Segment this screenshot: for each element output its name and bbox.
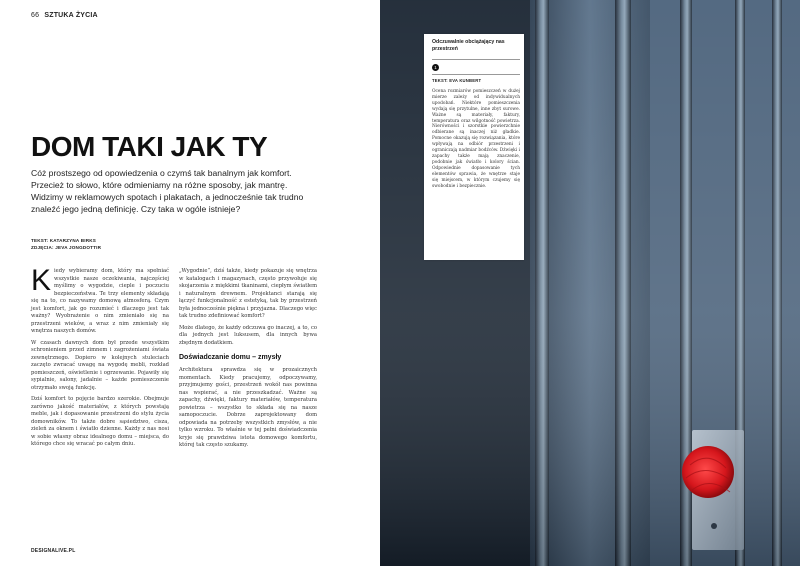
sidebar-title: Odczuwalnie obciążający nas przestrzeń	[432, 39, 505, 52]
divider	[432, 59, 520, 60]
page-footer: DESIGNALIVE.PL	[31, 548, 76, 554]
body-paragraph: Może dlatego, że każdy odczuwa go inaczej, a to, co dla jednych jest luksusem, dla innych bywa zbędnym dodatkiem.	[179, 324, 317, 346]
photo-credit: ZDJĘCIA: JEVA JONGDOTTIR	[31, 245, 102, 250]
body-column-1	[31, 264, 169, 453]
body-column-2	[179, 268, 317, 454]
article-lead: Cóż prostszego od opowiedzenia o czymś tak banalnym jak komfort. Przecież to słowo, które odmieniamy na różne sposoby, jak mantrę. Widzimy w reklamowych spotach i plakatach, a jednocześnie tak trudno znaleźć jego jedną definicję. Czy taka w ogóle istnieje?	[31, 168, 304, 214]
sidebar-author: TEKST: EVA KUNBERT	[432, 78, 482, 83]
divider	[432, 74, 520, 75]
body-paragraph: „Wygodnie”, dziś także, kiedy pokazuje się wnętrza w katalogach i magazynach, często przywołuje się skojarzenia z miękkimi tkaninami, ciepłym światłem i naturalnym drewnem. Projektanci starają się łączyć funkcjonalność z estetyką, tak by przestrzeń była jednocześnie piękna i przyjazna. Dlaczego więc tak trudno zdefiniować komfort?	[179, 268, 317, 319]
drop-cap: K	[31, 264, 52, 297]
body-paragraph: W czasach dawnych dom był przede wszystkim schronieniem przed zimnem i zagrożeniami świata zewnętrznego. Dopiero w kolejnych stuleciach zaczęto zwracać uwagę na wygodę mebli, rozkład pomieszczeń, oświetlenie i ogrzewanie. Pojawiły się sypialnie, salony, jadalnie – każde pomieszczenie otrzymało swoją funkcję.	[31, 339, 169, 391]
right-page	[380, 0, 800, 566]
page-number: 66	[31, 12, 40, 19]
article-credits	[31, 237, 101, 251]
sidebar-box	[424, 34, 524, 260]
page-header	[31, 12, 98, 19]
sidebar-number-badge: 1	[432, 64, 439, 71]
body-paragraph: Architektura sprawdza się w prozaicznych momentach. Kiedy pracujemy, odpoczywamy, przyjmujemy gości, przestrzeń wokół nas powinna nas wspierać, a nie przeszkadzać. Ważne są zapachy, dźwięki, faktury materiałów, temperatura powietrza – wszystko to składa się na nasze samopoczucie. Dobrze zaprojektowany dom odpowiada na potrzeby wszystkich zmysłów, a nie tylko wzroku. To właśnie w tej pełni doświadczenia kryje się prawdziwa istota domowego komfortu, której tak często szukamy.	[179, 367, 317, 448]
section-title: SZTUKA ŻYCIA	[44, 12, 98, 19]
body-paragraph: Dziś komfort to pojęcie bardzo szerokie. Obejmuje zarówno jakość materiałów, z których powstają meble, jak i dopasowanie przestrzeni do stylu życia domowników. To także dobre sąsiedztwo, cisza, zieleń za oknem i światło dzienne. Każdy z nas nosi w sobie własny obraz idealnego domu – miejsca, do którego chce się wracać po całym dniu.	[31, 396, 169, 447]
text-credit: TEKST: KATARZYNA BIRKS	[31, 238, 97, 243]
left-page	[0, 0, 380, 566]
sidebar-body: Ocena rozmiarów pomieszczeń w dużej mierze zależy od indywidualnych upodobań. Niektóre pomieszczenia wydają się przytulne, inne zbyt surowe. Ważne są materiały, faktury, temperatura oraz wilgotność powietrza. Nierówności i szorstkie powierzchnie odbierane są inaczej niż gładkie. Pomocne okazują się rozwiązania, które wpływają na odbiór przestrzeni i ograniczają nadmiar bodźców. Dźwięki i zapachy także mają znaczenie, podobnie jak światło i kolory ścian. Odpowiednie dopasowanie tych elementów sprawia, że wnętrze staje się miejscem, w którym czujemy się swobodnie i bezpiecznie.	[432, 89, 520, 189]
body-paragraph: iedy wybieramy dom, który ma spełniać wszystkie nasze oczekiwania, najczęściej myślimy o wygodzie, cieple i poczuciu bezpieczeństwa. Te trzy elementy składają się na to, co nazywamy domową atmosferą. Czym jest komfort, jak go rozumieć i dlaczego jest tak ważny? Wyobrażenie o nim zmieniało się na przestrzeni wieków, a wraz z nim zmieniały się wnętrza naszych domów.	[31, 268, 169, 334]
article-subheading: Doświadczanie domu – zmysły	[179, 354, 282, 361]
article-headline: DOM TAKI JAK TY	[31, 131, 268, 162]
